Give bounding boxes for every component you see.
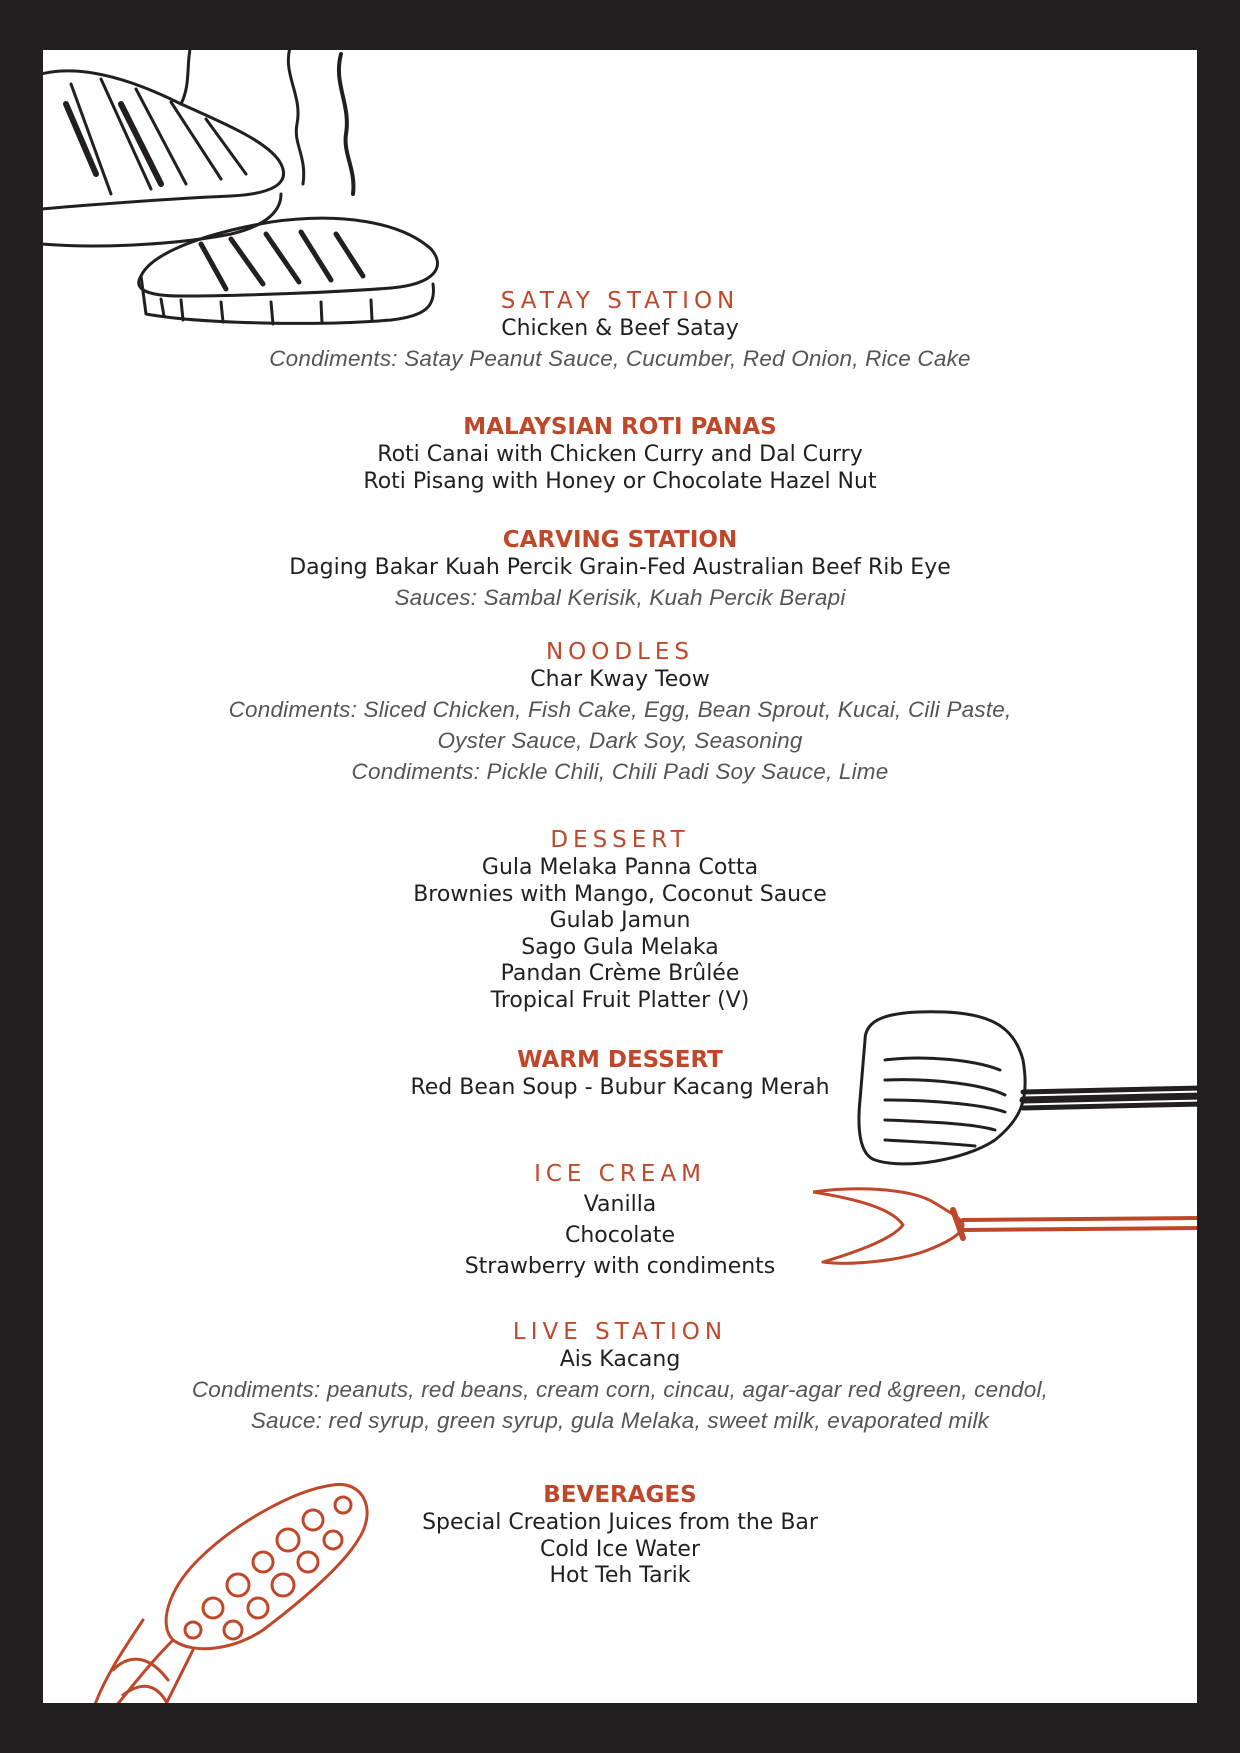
- section-noodles: [43, 637, 1197, 787]
- menu-item: Special Creation Juices from the Bar: [422, 1510, 818, 1535]
- menu-item: Hot Teh Tarik: [549, 1563, 691, 1588]
- menu-item: Char Kway Teow: [530, 667, 710, 692]
- section-title: LIVE STATION: [512, 1319, 728, 1345]
- section-satay-station: [43, 286, 1197, 374]
- menu-item: Chocolate: [564, 1223, 676, 1248]
- menu-item: Vanilla: [583, 1192, 657, 1217]
- menu-item: Chicken & Beef Satay: [501, 316, 739, 341]
- section-malaysian-roti-panas: [43, 412, 1197, 495]
- section-title: BEVERAGES: [543, 1482, 697, 1508]
- section-title: MALAYSIAN ROTI PANAS: [463, 414, 777, 440]
- section-title: SATAY STATION: [500, 288, 740, 314]
- sauce-note: Sauce: red syrup, green syrup, gula Melaka, sweet milk, evaporated milk: [250, 1407, 990, 1433]
- condiments-note: Condiments: Pickle Chili, Chili Padi Soy Sauce, Lime: [351, 758, 889, 784]
- menu-item: Gulab Jamun: [549, 908, 691, 933]
- section-warm-dessert: [43, 1045, 1197, 1102]
- menu-item: Gula Melaka Panna Cotta: [481, 855, 759, 880]
- menu-item: Strawberry with condiments: [464, 1254, 776, 1279]
- section-title: NOODLES: [545, 639, 695, 665]
- section-title: ICE CREAM: [534, 1161, 706, 1187]
- menu-item: Red Bean Soup - Bubur Kacang Merah: [410, 1075, 830, 1100]
- menu-item: Tropical Fruit Platter (V): [490, 987, 750, 1013]
- section-beverages: [43, 1480, 1197, 1590]
- condiments-note: Oyster Sauce, Dark Soy, Seasoning: [437, 727, 803, 753]
- menu-item: Daging Bakar Kuah Percik Grain-Fed Australian Beef Rib Eye: [289, 555, 951, 580]
- menu-page: [43, 50, 1197, 1703]
- menu-item: Roti Canai with Chicken Curry and Dal Curry: [377, 442, 863, 467]
- section-live-station: [43, 1317, 1197, 1436]
- sauces-note: Sauces: Sambal Kerisik, Kuah Percik Berapi: [394, 584, 846, 610]
- condiments-note: Condiments: Satay Peanut Sauce, Cucumber, Red Onion, Rice Cake: [269, 345, 971, 371]
- condiments-note: Condiments: Sliced Chicken, Fish Cake, Egg, Bean Sprout, Kucai, Cili Paste,: [228, 696, 1012, 722]
- section-title: WARM DESSERT: [517, 1047, 723, 1073]
- menu-item: Roti Pisang with Honey or Chocolate Hazel Nut: [363, 468, 877, 494]
- menu-item: Pandan Crème Brûlée: [500, 961, 740, 986]
- section-dessert: [43, 825, 1197, 1014]
- section-title: DESSERT: [550, 827, 690, 853]
- menu-item: Sago Gula Melaka: [521, 934, 719, 960]
- menu-item: Cold Ice Water: [539, 1536, 701, 1562]
- menu-item: Ais Kacang: [559, 1347, 681, 1372]
- section-ice-cream: [43, 1159, 1197, 1282]
- menu-item: Brownies with Mango, Coconut Sauce: [413, 881, 827, 907]
- condiments-note: Condiments: peanuts, red beans, cream corn, cincau, agar-agar red &green, cendol,: [191, 1376, 1049, 1402]
- section-carving-station: [43, 525, 1197, 613]
- section-title: CARVING STATION: [502, 527, 738, 553]
